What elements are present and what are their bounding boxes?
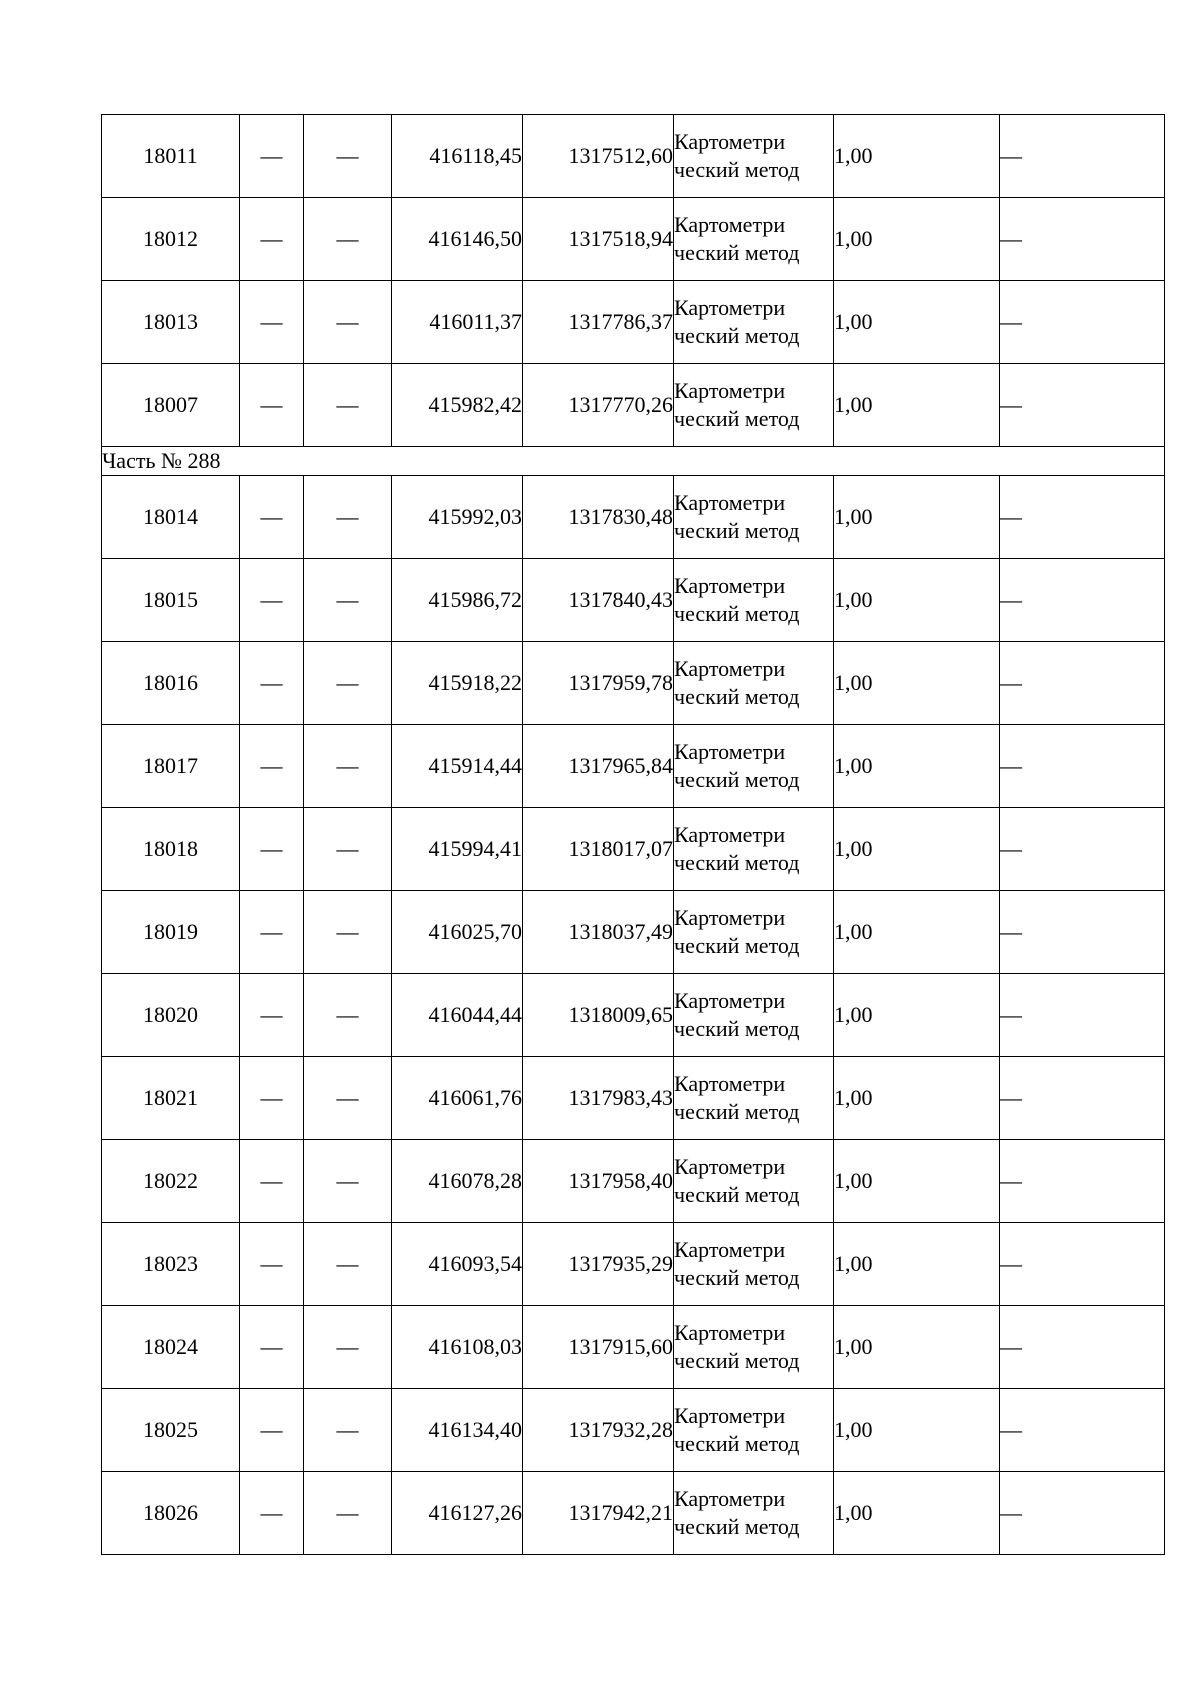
- point-id-cell: 18023: [102, 1223, 240, 1306]
- empty-x-cell: —: [240, 808, 304, 891]
- x-coordinate-cell: 415986,72: [392, 559, 523, 642]
- accuracy-cell: 1,00: [834, 476, 1000, 559]
- empty-x-cell: —: [240, 559, 304, 642]
- description-cell: —: [1000, 1057, 1165, 1140]
- empty-y-cell: —: [304, 725, 392, 808]
- table-row: [102, 642, 1165, 725]
- table-row: [102, 1389, 1165, 1472]
- accuracy-cell: 1,00: [834, 1223, 1000, 1306]
- empty-y-cell: —: [304, 974, 392, 1057]
- empty-x-cell: —: [240, 1389, 304, 1472]
- table-row: [102, 281, 1165, 364]
- point-id-cell: 18026: [102, 1472, 240, 1555]
- method-cell: Картометри ческий метод: [674, 642, 834, 725]
- y-coordinate-cell: 1317983,43: [523, 1057, 674, 1140]
- method-cell: Картометри ческий метод: [674, 115, 834, 198]
- y-coordinate-cell: 1317512,60: [523, 115, 674, 198]
- point-id-cell: 18015: [102, 559, 240, 642]
- y-coordinate-cell: 1317959,78: [523, 642, 674, 725]
- accuracy-cell: 1,00: [834, 891, 1000, 974]
- method-cell: Картометри ческий метод: [674, 891, 834, 974]
- x-coordinate-cell: 415994,41: [392, 808, 523, 891]
- point-id-cell: 18022: [102, 1140, 240, 1223]
- method-cell: Картометри ческий метод: [674, 1389, 834, 1472]
- table-row: [102, 115, 1165, 198]
- empty-x-cell: —: [240, 115, 304, 198]
- method-cell: Картометри ческий метод: [674, 1306, 834, 1389]
- description-cell: —: [1000, 974, 1165, 1057]
- empty-y-cell: —: [304, 198, 392, 281]
- x-coordinate-cell: 416093,54: [392, 1223, 523, 1306]
- method-cell: Картометри ческий метод: [674, 1140, 834, 1223]
- x-coordinate-cell: 416078,28: [392, 1140, 523, 1223]
- empty-y-cell: —: [304, 1306, 392, 1389]
- accuracy-cell: 1,00: [834, 1057, 1000, 1140]
- table-body: [102, 115, 1165, 1555]
- table-row: [102, 808, 1165, 891]
- y-coordinate-cell: 1318037,49: [523, 891, 674, 974]
- coordinates-table: [101, 114, 1165, 1555]
- point-id-cell: 18025: [102, 1389, 240, 1472]
- empty-y-cell: —: [304, 1472, 392, 1555]
- empty-y-cell: —: [304, 1223, 392, 1306]
- empty-x-cell: —: [240, 1057, 304, 1140]
- empty-x-cell: —: [240, 364, 304, 447]
- point-id-cell: 18017: [102, 725, 240, 808]
- y-coordinate-cell: 1318017,07: [523, 808, 674, 891]
- description-cell: —: [1000, 1223, 1165, 1306]
- empty-x-cell: —: [240, 725, 304, 808]
- x-coordinate-cell: 415918,22: [392, 642, 523, 725]
- description-cell: —: [1000, 198, 1165, 281]
- table-row: [102, 1140, 1165, 1223]
- x-coordinate-cell: 416025,70: [392, 891, 523, 974]
- empty-y-cell: —: [304, 364, 392, 447]
- empty-x-cell: —: [240, 974, 304, 1057]
- point-id-cell: 18011: [102, 115, 240, 198]
- accuracy-cell: 1,00: [834, 559, 1000, 642]
- empty-y-cell: —: [304, 559, 392, 642]
- description-cell: —: [1000, 1140, 1165, 1223]
- point-id-cell: 18007: [102, 364, 240, 447]
- description-cell: —: [1000, 642, 1165, 725]
- empty-y-cell: —: [304, 1140, 392, 1223]
- x-coordinate-cell: 415982,42: [392, 364, 523, 447]
- point-id-cell: 18021: [102, 1057, 240, 1140]
- y-coordinate-cell: 1317770,26: [523, 364, 674, 447]
- accuracy-cell: 1,00: [834, 364, 1000, 447]
- empty-y-cell: —: [304, 808, 392, 891]
- point-id-cell: 18013: [102, 281, 240, 364]
- method-cell: Картометри ческий метод: [674, 725, 834, 808]
- accuracy-cell: 1,00: [834, 1472, 1000, 1555]
- point-id-cell: 18012: [102, 198, 240, 281]
- table-row: [102, 891, 1165, 974]
- point-id-cell: 18024: [102, 1306, 240, 1389]
- x-coordinate-cell: 416044,44: [392, 974, 523, 1057]
- description-cell: —: [1000, 559, 1165, 642]
- point-id-cell: 18018: [102, 808, 240, 891]
- table-row: [102, 1223, 1165, 1306]
- description-cell: —: [1000, 1389, 1165, 1472]
- accuracy-cell: 1,00: [834, 1140, 1000, 1223]
- x-coordinate-cell: 416118,45: [392, 115, 523, 198]
- x-coordinate-cell: 416011,37: [392, 281, 523, 364]
- table-row: [102, 974, 1165, 1057]
- x-coordinate-cell: 415992,03: [392, 476, 523, 559]
- method-cell: Картометри ческий метод: [674, 198, 834, 281]
- description-cell: —: [1000, 364, 1165, 447]
- table-row: [102, 559, 1165, 642]
- empty-y-cell: —: [304, 1389, 392, 1472]
- accuracy-cell: 1,00: [834, 642, 1000, 725]
- empty-x-cell: —: [240, 1140, 304, 1223]
- table-row: [102, 198, 1165, 281]
- point-id-cell: 18016: [102, 642, 240, 725]
- empty-y-cell: —: [304, 1057, 392, 1140]
- empty-x-cell: —: [240, 1306, 304, 1389]
- y-coordinate-cell: 1317518,94: [523, 198, 674, 281]
- y-coordinate-cell: 1317915,60: [523, 1306, 674, 1389]
- table-row: [102, 364, 1165, 447]
- description-cell: —: [1000, 1472, 1165, 1555]
- y-coordinate-cell: 1318009,65: [523, 974, 674, 1057]
- accuracy-cell: 1,00: [834, 281, 1000, 364]
- method-cell: Картометри ческий метод: [674, 364, 834, 447]
- table-row: [102, 1472, 1165, 1555]
- accuracy-cell: 1,00: [834, 1389, 1000, 1472]
- method-cell: Картометри ческий метод: [674, 1472, 834, 1555]
- description-cell: —: [1000, 725, 1165, 808]
- part-header-row: [102, 447, 1165, 476]
- table-row: [102, 725, 1165, 808]
- x-coordinate-cell: 416127,26: [392, 1472, 523, 1555]
- y-coordinate-cell: 1317958,40: [523, 1140, 674, 1223]
- empty-y-cell: —: [304, 476, 392, 559]
- empty-x-cell: —: [240, 281, 304, 364]
- accuracy-cell: 1,00: [834, 1306, 1000, 1389]
- description-cell: —: [1000, 891, 1165, 974]
- empty-x-cell: —: [240, 1223, 304, 1306]
- description-cell: —: [1000, 476, 1165, 559]
- empty-x-cell: —: [240, 476, 304, 559]
- method-cell: Картометри ческий метод: [674, 808, 834, 891]
- method-cell: Картометри ческий метод: [674, 476, 834, 559]
- table-row: [102, 1306, 1165, 1389]
- description-cell: —: [1000, 115, 1165, 198]
- description-cell: —: [1000, 281, 1165, 364]
- x-coordinate-cell: 416134,40: [392, 1389, 523, 1472]
- table-row: [102, 476, 1165, 559]
- empty-y-cell: —: [304, 642, 392, 725]
- y-coordinate-cell: 1317965,84: [523, 725, 674, 808]
- method-cell: Картометри ческий метод: [674, 974, 834, 1057]
- accuracy-cell: 1,00: [834, 808, 1000, 891]
- empty-x-cell: —: [240, 198, 304, 281]
- x-coordinate-cell: 415914,44: [392, 725, 523, 808]
- method-cell: Картометри ческий метод: [674, 1057, 834, 1140]
- empty-x-cell: —: [240, 1472, 304, 1555]
- empty-x-cell: —: [240, 891, 304, 974]
- y-coordinate-cell: 1317786,37: [523, 281, 674, 364]
- y-coordinate-cell: 1317942,21: [523, 1472, 674, 1555]
- empty-y-cell: —: [304, 891, 392, 974]
- description-cell: —: [1000, 808, 1165, 891]
- y-coordinate-cell: 1317932,28: [523, 1389, 674, 1472]
- y-coordinate-cell: 1317830,48: [523, 476, 674, 559]
- y-coordinate-cell: 1317935,29: [523, 1223, 674, 1306]
- point-id-cell: 18020: [102, 974, 240, 1057]
- x-coordinate-cell: 416108,03: [392, 1306, 523, 1389]
- accuracy-cell: 1,00: [834, 725, 1000, 808]
- table-row: [102, 1057, 1165, 1140]
- x-coordinate-cell: 416061,76: [392, 1057, 523, 1140]
- point-id-cell: 18019: [102, 891, 240, 974]
- part-label: Часть № 288: [102, 447, 1165, 476]
- empty-x-cell: —: [240, 642, 304, 725]
- method-cell: Картометри ческий метод: [674, 1223, 834, 1306]
- accuracy-cell: 1,00: [834, 115, 1000, 198]
- method-cell: Картометри ческий метод: [674, 559, 834, 642]
- point-id-cell: 18014: [102, 476, 240, 559]
- method-cell: Картометри ческий метод: [674, 281, 834, 364]
- y-coordinate-cell: 1317840,43: [523, 559, 674, 642]
- empty-y-cell: —: [304, 115, 392, 198]
- accuracy-cell: 1,00: [834, 198, 1000, 281]
- x-coordinate-cell: 416146,50: [392, 198, 523, 281]
- description-cell: —: [1000, 1306, 1165, 1389]
- accuracy-cell: 1,00: [834, 974, 1000, 1057]
- empty-y-cell: —: [304, 281, 392, 364]
